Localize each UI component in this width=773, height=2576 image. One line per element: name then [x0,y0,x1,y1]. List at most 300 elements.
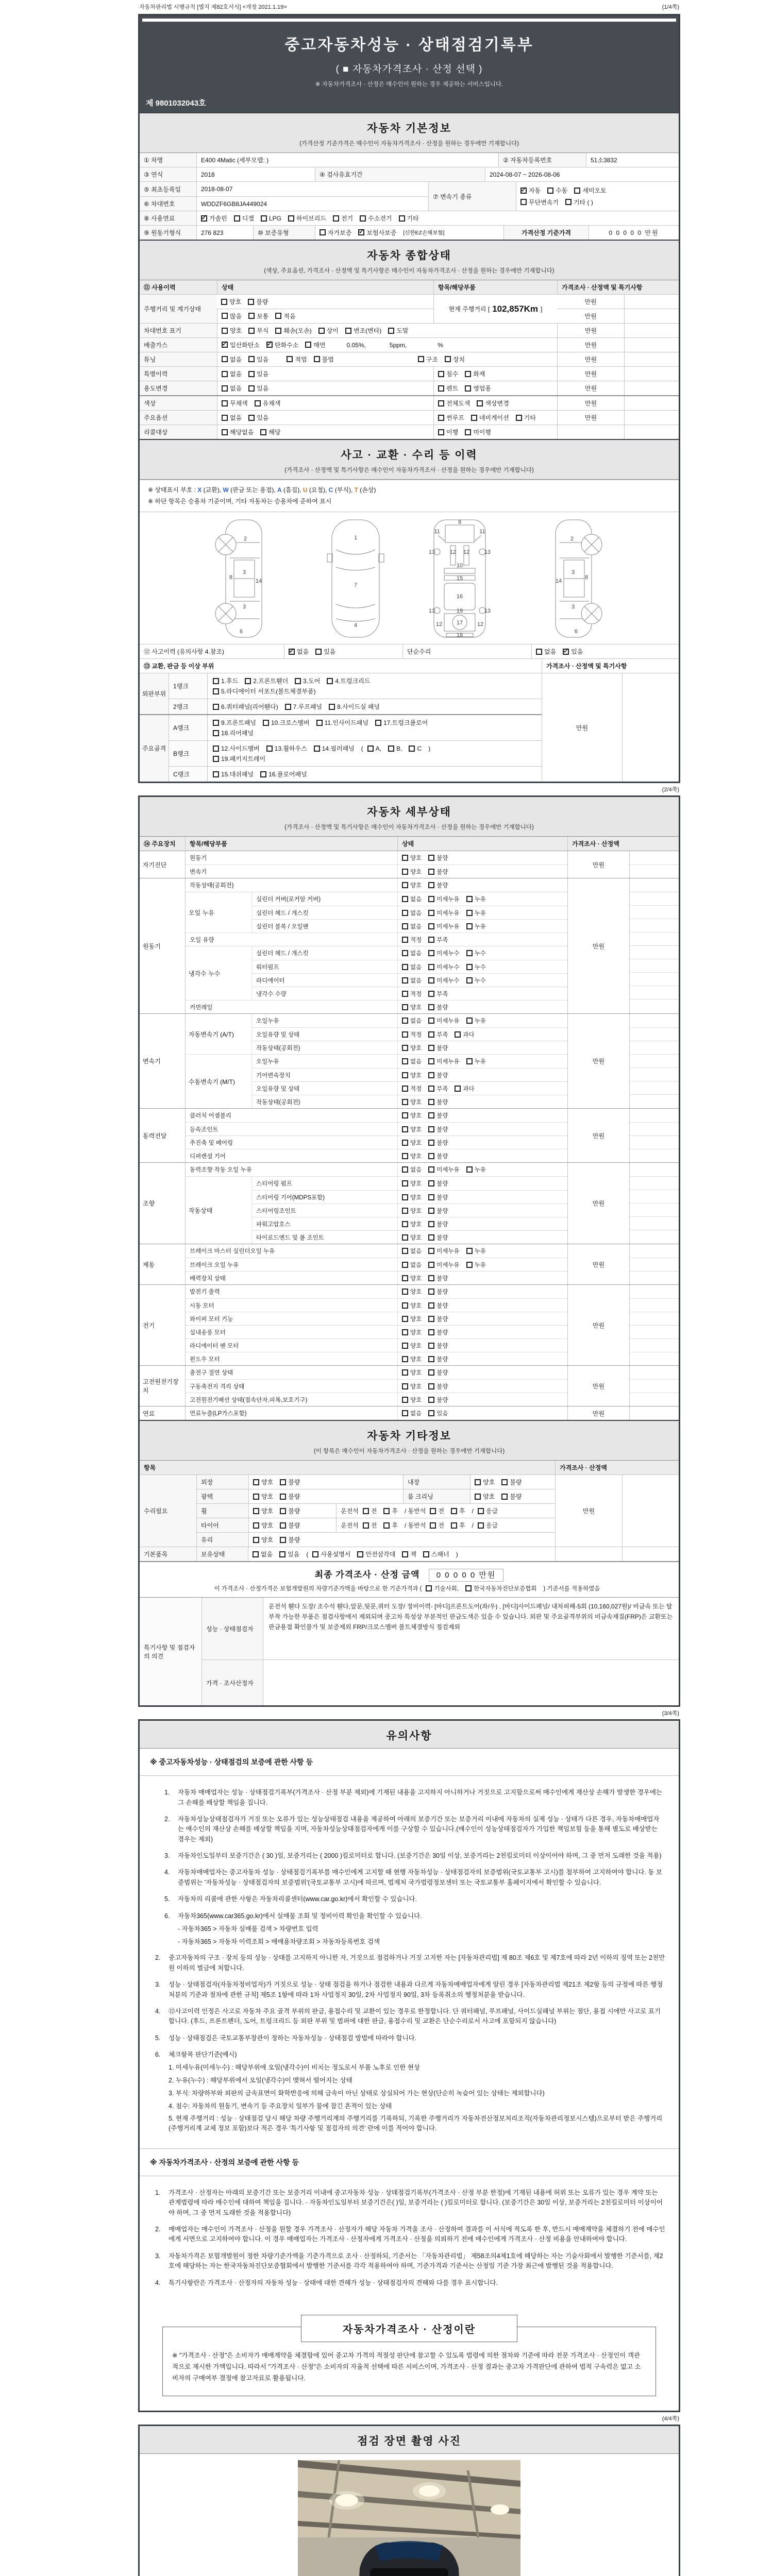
checkbox-양호[interactable] [402,1193,422,1201]
checkbox-누유[interactable] [466,1165,486,1174]
checkbox-없음[interactable] [222,355,242,364]
section-note: (이 항목은 매수인이 자동차가격조사 · 산정을 원하는 경우에만 기재합니다) [313,1448,505,1455]
checkbox-없음[interactable] [402,1165,422,1174]
checkbox-label: 불량 [288,1536,300,1544]
checkbox-없음[interactable] [402,976,422,985]
checkbox-많음[interactable] [222,312,242,320]
checkbox-불량[interactable] [428,854,448,862]
checkbox-미세누유[interactable] [428,1261,459,1269]
checkbox-일산화탄소[interactable] [222,341,260,349]
checkbox-box [402,1180,408,1187]
checkbox-19.패키지트레이[interactable] [213,754,265,763]
checkbox-불량[interactable] [428,1382,448,1391]
checkbox-보통[interactable] [248,312,268,320]
rank-table-header: ⑬ 교환, 판금 등 이상 부위 가격조사 · 산정액 및 특기사항 [140,658,679,673]
checkbox-label: 양호 [410,1289,422,1296]
checkbox-영업용[interactable] [465,384,491,393]
checkbox-양호[interactable] [402,1396,422,1404]
checkbox-썬루프[interactable] [438,413,464,422]
checkbox-전[interactable] [430,1506,444,1515]
detail-row: 와이퍼 모터 기능 양호 불량 [186,1312,567,1325]
checkbox-양호[interactable] [402,1071,422,1079]
checkbox-장치[interactable] [445,355,465,364]
checkbox-18.리어패널[interactable] [213,728,254,737]
checkbox-있음[interactable] [279,1550,299,1558]
checkbox-label: 양호 [410,1194,422,1201]
checkbox-불량[interactable] [428,1396,448,1404]
checkbox-불량[interactable] [428,1287,448,1296]
checkbox-미세누수[interactable] [428,949,459,957]
checkbox-적법[interactable] [287,355,307,364]
checkbox-불량[interactable] [428,1179,448,1188]
svg-text:18: 18 [456,632,463,639]
checkbox-양호[interactable] [402,1315,422,1323]
detail-row: 작동상태(공회전) 양호 불량 [252,1041,567,1054]
checkbox-label: 부족 [436,937,448,943]
checkbox-box [428,1234,434,1241]
checkbox-자가보증[interactable] [320,228,351,237]
checkbox-불량[interactable] [280,1506,300,1515]
checkbox-없음[interactable] [402,1247,422,1255]
checkbox-하이브리드[interactable] [288,214,326,223]
checkbox-box [428,882,434,888]
checkbox-양호[interactable] [253,1478,273,1486]
checkbox-10.크로스멤버[interactable] [263,718,310,727]
checkbox-label: 양호 [410,1181,422,1188]
checkbox-불량[interactable] [280,1521,300,1530]
checkbox-양호[interactable] [402,1207,422,1215]
checkbox-미세누수[interactable] [428,963,459,971]
rank-row: C랭크 15.대쉬패널 16.플로어패널 [169,766,542,782]
checkbox-적정[interactable] [402,1084,422,1093]
checkbox-없음[interactable] [402,949,422,957]
checkbox-box [213,756,219,762]
checkbox-양호[interactable] [253,1492,273,1501]
checkbox-누유[interactable] [466,1057,486,1065]
table-row [140,211,679,225]
checkbox-있음[interactable] [315,647,335,656]
checkbox-6.쿼터패널(리어휀다)[interactable] [213,702,278,711]
checkbox-없음[interactable] [402,895,422,903]
checkbox-적정[interactable] [402,1030,422,1039]
appraiser-remarks-text [263,1660,679,1705]
checkbox-8.사이드실 패널[interactable] [329,702,380,711]
checkbox-있음[interactable] [248,413,268,422]
detail-row: 클러치 어셈블리 양호 불량 [186,1109,567,1122]
checkbox-box [451,1508,457,1514]
checkbox-변조(변타)[interactable] [345,326,381,335]
checkbox-label: 도말 [396,327,409,334]
token-text: ) [456,1550,458,1558]
checkbox-부족[interactable] [428,1084,448,1093]
checkbox-12.사이드멤버[interactable] [213,744,260,753]
checkbox-미세누유[interactable] [428,1165,459,1174]
checkbox-box [465,429,471,435]
checkbox-label: 후 [459,1522,465,1530]
checkbox-label: 네비게이션 [479,414,509,421]
checkbox-box [428,1383,434,1389]
checkbox-17.트렁크플로어[interactable] [375,718,428,727]
checkbox-없음[interactable] [402,922,422,930]
checkbox-해당[interactable] [260,428,280,436]
checkbox-후[interactable] [383,1506,398,1515]
checkbox-불량[interactable] [428,1071,448,1079]
checkbox-양호[interactable] [402,1125,422,1133]
checkbox-있음[interactable] [563,647,583,656]
checkbox-수동[interactable] [547,186,567,195]
checkbox-label: 양호 [229,298,242,306]
checkbox-응급[interactable] [478,1506,498,1515]
checkbox-불량[interactable] [428,1233,448,1242]
checkbox-구조[interactable] [418,355,438,364]
checkbox-13.휠하우스[interactable] [266,744,307,753]
checkbox-label: 불량 [436,1397,448,1403]
section-note: (가격조사 · 산정액 및 특기사항은 매수인이 자동차가격조사 · 산정을 원하는 경우에만 기재합니다) [284,467,534,473]
checkbox-미세누수[interactable] [428,976,459,985]
checkbox-box [402,1140,408,1146]
checkbox-불량[interactable] [428,1342,448,1350]
checkbox-없음[interactable] [402,1016,422,1025]
checkbox-무채색[interactable] [222,399,248,408]
checkbox-있음[interactable] [248,384,268,393]
checkbox-box [266,342,273,348]
checkbox-양호[interactable] [402,1111,422,1120]
checkbox-후[interactable] [451,1521,465,1530]
checkbox-양호[interactable] [222,326,242,335]
checkbox-없음[interactable] [222,413,242,422]
checkbox-불량[interactable] [428,1111,448,1120]
checkbox-14.필러패널[interactable] [314,744,355,753]
checkbox-양호[interactable] [402,881,422,889]
checkbox-불량[interactable] [428,1125,448,1133]
engine-type-label: ⑨ 원동기형식 [140,226,196,240]
checkbox-전[interactable] [363,1521,377,1530]
checkbox-15.대쉬패널[interactable] [213,770,254,778]
checkbox-box [402,1289,408,1295]
checkbox-box [360,215,366,222]
checkbox-이행[interactable] [438,428,458,436]
checkbox-자동[interactable] [520,186,541,195]
checkbox-label: 있음 [571,648,583,656]
checkbox-box [320,229,326,235]
checkbox-도말[interactable] [388,326,408,335]
checkbox-없음[interactable] [402,963,422,971]
checkbox-색상변경[interactable] [477,399,509,408]
checkbox-기술사회,[interactable] [426,1584,459,1592]
checkbox-양호[interactable] [402,1220,422,1228]
checkbox-응급[interactable] [478,1521,498,1530]
checkbox-양호[interactable] [402,1179,422,1188]
checkbox-양호[interactable] [402,1382,422,1391]
checkbox-box [248,371,255,377]
checkbox-label: 불량 [436,1072,448,1079]
checkbox-box [428,1112,434,1118]
svg-text:13: 13 [484,549,491,556]
checkbox-기타[interactable] [399,214,419,223]
checkbox-label: 미세누유 [436,1262,460,1268]
checkbox-누유[interactable] [466,1261,486,1269]
checkbox-누수[interactable] [466,949,486,957]
detail-row: 실린더 블록 / 오일팬 없음 미세누유 누유 [252,919,567,933]
checkbox-불량[interactable] [428,1003,448,1011]
checkbox-불법[interactable] [314,355,334,364]
checkbox-불량[interactable] [501,1478,522,1486]
checkbox-LPG[interactable] [261,215,281,222]
svg-text:11: 11 [434,529,440,535]
checkbox-label: 무채색 [230,400,248,407]
checkbox-label: 17.트렁크플로어 [383,719,428,727]
checkbox-없음[interactable] [289,647,309,656]
checkbox-후[interactable] [383,1521,398,1530]
checkbox-세미오토[interactable] [574,186,606,195]
checkbox-불량[interactable] [428,1220,448,1228]
checkbox-불량[interactable] [280,1478,300,1486]
checkbox-box [222,342,228,348]
checkbox-양호[interactable] [402,1274,422,1282]
checkbox-부족[interactable] [428,990,448,998]
checkbox-전[interactable] [363,1506,377,1515]
checkbox-불량[interactable] [428,1368,448,1377]
rank-row: 1랭크 1.후드 2.프론트휀더 3.도어 4.트렁크리드 5.라디에이터 서포트(볼트체결부품) [169,673,542,699]
checkbox-label: 없음 [230,370,242,378]
checkbox-box [428,1140,434,1146]
section-note: (색상, 주요옵션, 가격조사 · 산정액 및 특기사항은 매수인이 자동차가격조사 · 산정을 원하는 경우에만 기재합니다) [264,268,554,274]
checkbox-불량[interactable] [428,1315,448,1323]
section-title: 자동차 세부상태 [367,806,451,819]
checkbox-9.프론트패널[interactable] [213,718,256,727]
checkbox-적음[interactable] [275,312,295,320]
checkbox-불량[interactable] [428,868,448,876]
checkbox-있음[interactable] [248,355,268,364]
svg-text:17: 17 [456,620,463,626]
checkbox-label: 양호 [410,1275,422,1282]
checkbox-11.인사이드패널[interactable] [316,718,368,727]
checkbox-box [253,1508,259,1514]
remarks-appraiser-row: 가격 · 조사산정자 [202,1659,679,1705]
checkbox-없음[interactable] [536,647,556,656]
accident-history-label: ⑫ 사고이력 (유의사항 4.참조) [144,648,224,656]
checkbox-부족[interactable] [428,936,448,944]
checkbox-양호[interactable] [402,1355,422,1363]
checkbox-누수[interactable] [466,963,486,971]
checkbox-침수[interactable] [438,369,458,378]
checkbox-불량[interactable] [428,1301,448,1310]
checkbox-양호[interactable] [253,1521,273,1530]
checkbox-불량[interactable] [428,1098,448,1106]
checkbox-보험사보증[interactable] [358,228,396,237]
checkbox-해당없음[interactable] [222,428,254,436]
year-label: ③ 연식 [140,167,196,181]
checkbox-기타 ( )[interactable] [565,198,593,207]
checkbox-양호[interactable] [253,1535,273,1544]
checkbox-양호[interactable] [475,1492,495,1501]
checkbox-유채색[interactable] [255,399,281,408]
checkbox-한국자동차진단보증협회[interactable] [465,1584,536,1592]
page-marker-2: (2/4쪽) [662,787,679,793]
checkbox-과다[interactable] [455,1084,474,1093]
subgroup-자동변속기 (A/T): 자동변속기 (A/T) 오일누유 없음 미세누유 누유 오일유량 및 상태 적정 부족 과다 작동상태(공회전) 양호 불량 [186,1014,567,1054]
checkbox-스패너[interactable] [423,1550,449,1558]
checkbox-A,[interactable] [367,745,381,752]
checkbox-label: 불량 [436,869,448,875]
checkbox-box [222,313,228,319]
checkbox-전기[interactable] [333,214,353,223]
checkbox-과다[interactable] [455,1030,474,1039]
checkbox-16.플로어패널[interactable] [260,770,307,778]
checkbox-불량[interactable] [428,1207,448,1215]
checkbox-불량[interactable] [501,1492,522,1501]
checkbox-없음[interactable] [402,909,422,917]
checkbox-box [501,1494,508,1500]
checkbox-4.트렁크리드[interactable] [327,676,370,685]
checkbox-무단변속기[interactable] [520,198,559,207]
checkbox-C[interactable] [409,745,422,752]
checkbox-가솔린[interactable] [201,214,227,223]
checkbox-3.도어[interactable] [295,676,320,685]
checkbox-네비게이션[interactable] [471,413,509,422]
checkbox-불량[interactable] [428,1193,448,1201]
checkbox-불량[interactable] [428,1328,448,1336]
checkbox-5.라디에이터 서포트(볼트체결부품)[interactable] [213,687,316,696]
checkbox-불량[interactable] [428,881,448,889]
checkbox-상이[interactable] [318,326,339,335]
checkbox-렌트[interactable] [438,384,458,393]
checkbox-누수[interactable] [466,976,486,985]
checkbox-누유[interactable] [466,1016,486,1025]
checkbox-양호[interactable] [402,1233,422,1242]
checkbox-부식[interactable] [248,326,268,335]
checkbox-양호[interactable] [402,1139,422,1147]
notice-block1-list [140,1776,679,2148]
checkbox-미세누유[interactable] [428,1016,459,1025]
checkbox-양호[interactable] [402,1098,422,1106]
checkbox-화재[interactable] [465,369,485,378]
section-title: 자동차 기본정보 [367,123,451,134]
checkbox-label: 없음 [410,1018,422,1025]
checkbox-훼손(오손)[interactable] [275,326,311,335]
checkbox-없음[interactable] [402,1261,422,1269]
checkbox-label: 양호 [261,1507,274,1515]
checkbox-label: 없음 [230,385,242,392]
checkbox-전[interactable] [430,1521,444,1530]
checkbox-box [574,188,580,194]
checkbox-양호[interactable] [221,297,241,306]
checkbox-label: 누유 [474,1167,486,1174]
checkbox-box [253,1551,259,1557]
checkbox-1.후드[interactable] [213,676,238,685]
checkbox-누유[interactable] [466,922,486,930]
checkbox-불량[interactable] [428,1355,448,1363]
checkbox-미세누유[interactable] [428,895,459,903]
checkbox-탄화수소[interactable] [266,341,298,349]
final-price-note [140,1584,679,1592]
checkbox-적정[interactable] [402,936,422,944]
checkbox-양호[interactable] [402,1044,422,1052]
checkbox-불량[interactable] [280,1492,300,1501]
table-row: 유리 양호 불량 [197,1532,555,1547]
checkbox-후[interactable] [451,1506,465,1515]
checkbox-box [428,1126,434,1132]
checkbox-누유[interactable] [466,909,486,917]
checkbox-사용설명서[interactable] [312,1550,350,1558]
checkbox-양호[interactable] [253,1506,273,1515]
checkbox-미세누유[interactable] [428,1247,459,1255]
checkbox-label: 누수 [474,964,486,971]
checkbox-부족[interactable] [428,1030,448,1039]
checkbox-수소전기[interactable] [360,214,392,223]
checkbox-양호[interactable] [475,1478,495,1486]
checkbox-누유[interactable] [466,895,486,903]
checkbox-양호[interactable] [402,1342,422,1350]
checkbox-있음[interactable] [428,1409,448,1417]
checkbox-잭[interactable] [402,1550,416,1558]
checkbox-매연[interactable] [305,341,325,349]
checkbox-양호[interactable] [402,1003,422,1011]
checkbox-적정[interactable] [402,990,422,998]
checkbox-불량[interactable] [428,1044,448,1052]
checkbox-box [402,855,408,861]
row-special-history: 특별이력 없음 있음 침수 화재 만원 [140,366,679,381]
checkbox-있음[interactable] [248,369,268,378]
checkbox-전체도색[interactable] [438,399,470,408]
checkbox-box [333,215,339,222]
checkbox-7.루프패널[interactable] [285,702,322,711]
checkbox-안전삼각대[interactable] [357,1550,395,1558]
checkbox-label: 12.사이드멤버 [221,745,260,753]
year-value: 2018 [196,167,315,181]
checkbox-미이행[interactable] [465,428,491,436]
checkbox-없음[interactable] [402,1409,422,1417]
checkbox-label: 보험사보증 [366,229,397,236]
checkbox-양호[interactable] [402,854,422,862]
checkbox-양호[interactable] [402,1301,422,1310]
checkbox-불량[interactable] [428,1139,448,1147]
checkbox-box [234,215,240,222]
checkbox-미세누유[interactable] [428,909,459,917]
notice-item: 6. 체크항목 판단기준(예시) 1. 미세누유(미세누수) : 해당부위에 오일(냉각수)이 비치는 정도로서 부품 노후로 인한 현상 2. 누유(누수) : 해당부위에서 오일(냉각수)이 맺혀서 떨어지는 상태 3. 부식: 차량하부와 외판의 금속표면이 화학반응에 의해 금속이 아닌 상태로 상실되어 가는 현상(단순히 녹슬어 있는 상태는 제외합니다) 4. 침수: 자동차의 원동기, 변속기 등 주요장치 일부가 물에 잠긴 흔적이 있는 상태 5. 현재 주행거리 : 성능 · 상태점검 당시 해당 차량 주행거리계의 주행거리를 기록하되, 기록한 주행거리가 자동차전산정보처리조직(자동차관리정보시스템)으로부터 받은 주행거리(주행거리계 교체 정보 포함)보다 적은 경우 '특기사항 및 점검자의 의견' 란에 이를 적어야 합니다. [155,2051,663,2132]
checkbox-미세누유[interactable] [428,922,459,930]
checkbox-양호[interactable] [402,1152,422,1160]
checkbox-불량[interactable] [428,1274,448,1282]
checkbox-B,[interactable] [388,745,402,752]
checkbox-미세누유[interactable] [428,1057,459,1065]
checkbox-디젤[interactable] [234,214,254,223]
checkbox-없음[interactable] [222,369,242,378]
checkbox-양호[interactable] [402,1368,422,1377]
notice-item: 2. 중고자동차의 구조 · 장치 등의 성능 · 상태를 고지하지 아니한 자, 거짓으로 점검하거나 거짓 고지한 자는 [자동차관리법] 제 80조 제6호 및 제7호에 따라 2년 이하의 징역 또는 2천만원 이하의 벌금에 처합니다. [155,1954,665,1972]
checkbox-box [263,720,269,726]
checkbox-없음[interactable] [253,1550,273,1558]
checkbox-누유[interactable] [466,1247,486,1255]
checkbox-불량[interactable] [248,297,268,306]
checkbox-box [316,720,323,726]
checkbox-label: 양호 [410,1397,422,1403]
checkbox-label: 누유 [474,923,486,930]
checkbox-양호[interactable] [402,1287,422,1296]
checkbox-box [363,1522,369,1529]
checkbox-양호[interactable] [402,868,422,876]
checkbox-box [438,415,444,421]
checkbox-기타[interactable] [516,413,536,422]
checkbox-양호[interactable] [402,1328,422,1336]
checkbox-2.프론트휀더[interactable] [245,676,288,685]
checkbox-box [329,704,335,710]
checkbox-없음[interactable] [222,384,242,393]
checkbox-없음[interactable] [402,1057,422,1065]
checkbox-불량[interactable] [428,1152,448,1160]
checkbox-불량[interactable] [280,1535,300,1544]
checkbox-box [475,1479,481,1485]
